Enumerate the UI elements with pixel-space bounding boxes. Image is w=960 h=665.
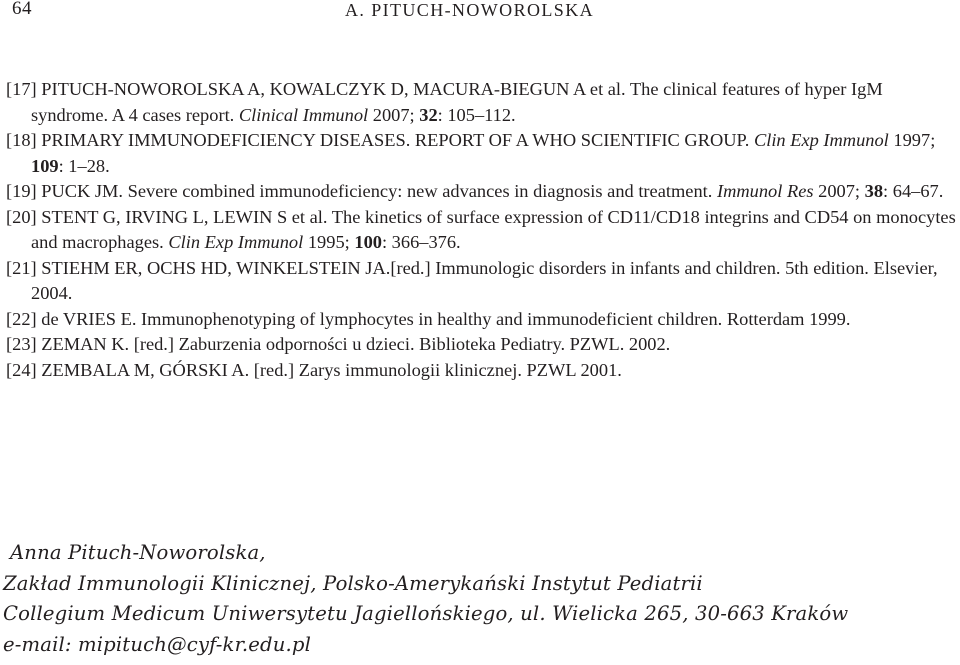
reference-text: ZEMAN K. [red.] Zaburzenia odporności u dzieci. Biblioteka Pediatry. PZWL. 2002.	[41, 334, 671, 354]
reference-volume: 100	[354, 232, 382, 252]
reference-20	[6, 205, 956, 256]
reference-21	[6, 256, 956, 307]
reference-17	[6, 77, 956, 128]
reference-title: REPORT OF A WHO SCIENTIFIC GROUP.	[414, 130, 750, 150]
reference-year: 1997;	[893, 130, 936, 150]
reference-volume: 38	[864, 181, 884, 201]
reference-pages: : 64–67.	[883, 181, 944, 201]
reference-number: [18]	[6, 130, 37, 150]
reference-text: ZEMBALA M, GÓRSKI A. [red.] Zarys immunologii klinicznej. PZWL 2001.	[41, 359, 622, 380]
reference-authors: STENT G, IRVING L, LEWIN S et al.	[41, 206, 328, 227]
running-title: A. PITUCH-NOWOROLSKA	[345, 0, 594, 20]
reference-number: [21]	[6, 257, 37, 278]
reference-authors: PUCK JM.	[41, 181, 124, 201]
correspondence-block	[3, 538, 848, 660]
reference-volume: 109	[31, 155, 59, 176]
page-number: 64	[12, 0, 32, 19]
reference-year: 2007;	[372, 104, 415, 125]
reference-year: 2007;	[818, 181, 861, 201]
reference-title: The kinetics of surface expression of CD11/CD18 integrins and CD54 on monocytes and macrophages.	[31, 206, 956, 252]
reference-volume: 32	[419, 104, 438, 125]
reference-pages: : 366–376.	[381, 232, 461, 252]
reference-authors: PITUCH-NOWOROLSKA A, KOWALCZYK D, MACURA-BIEGUN A et al.	[41, 79, 626, 99]
reference-journal: Immunol Res	[716, 181, 814, 201]
reference-year: 1995;	[307, 232, 350, 252]
reference-journal: Clin Exp Immunol	[753, 130, 889, 150]
reference-number: [24]	[6, 359, 37, 380]
reference-text: STIEHM ER, OCHS HD, WINKELSTEIN JA.[red.] Immunologic disorders in infants and children. 5th edition. Elsevier, 2004.	[31, 257, 938, 303]
reference-18	[6, 128, 956, 179]
correspondence-address: Collegium Medicum Uniwersytetu Jagiellońskiego, ul. Wielicka 265, 30-663 Kraków	[3, 602, 849, 625]
reference-number: [17]	[6, 79, 37, 99]
reference-number: [20]	[6, 206, 37, 227]
reference-number: [22]	[6, 308, 37, 329]
reference-pages: : 1–28.	[58, 155, 110, 176]
reference-journal: Clin Exp Immunol	[168, 232, 304, 252]
correspondence-author: Anna Pituch-Noworolska,	[10, 541, 266, 564]
reference-number: [23]	[6, 334, 37, 354]
correspondence-email: e-mail: mipituch@cyf-kr.edu.pl	[3, 632, 312, 656]
reference-19	[6, 179, 956, 205]
reference-23	[6, 332, 956, 358]
correspondence-institution: Zakład Immunologii Klinicznej, Polsko-Amerykański Instytut Pediatrii	[3, 571, 703, 595]
reference-24	[6, 358, 956, 384]
reference-list	[6, 77, 956, 383]
reference-journal: Clinical Immunol	[238, 104, 369, 125]
reference-number: [19]	[6, 181, 37, 201]
reference-authors: PRIMARY IMMUNODEFICIENCY DISEASES.	[41, 130, 411, 150]
reference-text: de VRIES E. Immunophenotyping of lymphocytes in healthy and immunodeficient children. Rotterdam 1999.	[41, 308, 851, 329]
reference-pages: : 105–112.	[437, 104, 516, 125]
reference-22	[6, 307, 956, 333]
reference-title: The clinical features of hyper IgM syndrome. A 4 cases report.	[31, 79, 883, 125]
reference-title: Severe combined immunodeficiency: new advances in diagnosis and treatment.	[127, 181, 713, 201]
